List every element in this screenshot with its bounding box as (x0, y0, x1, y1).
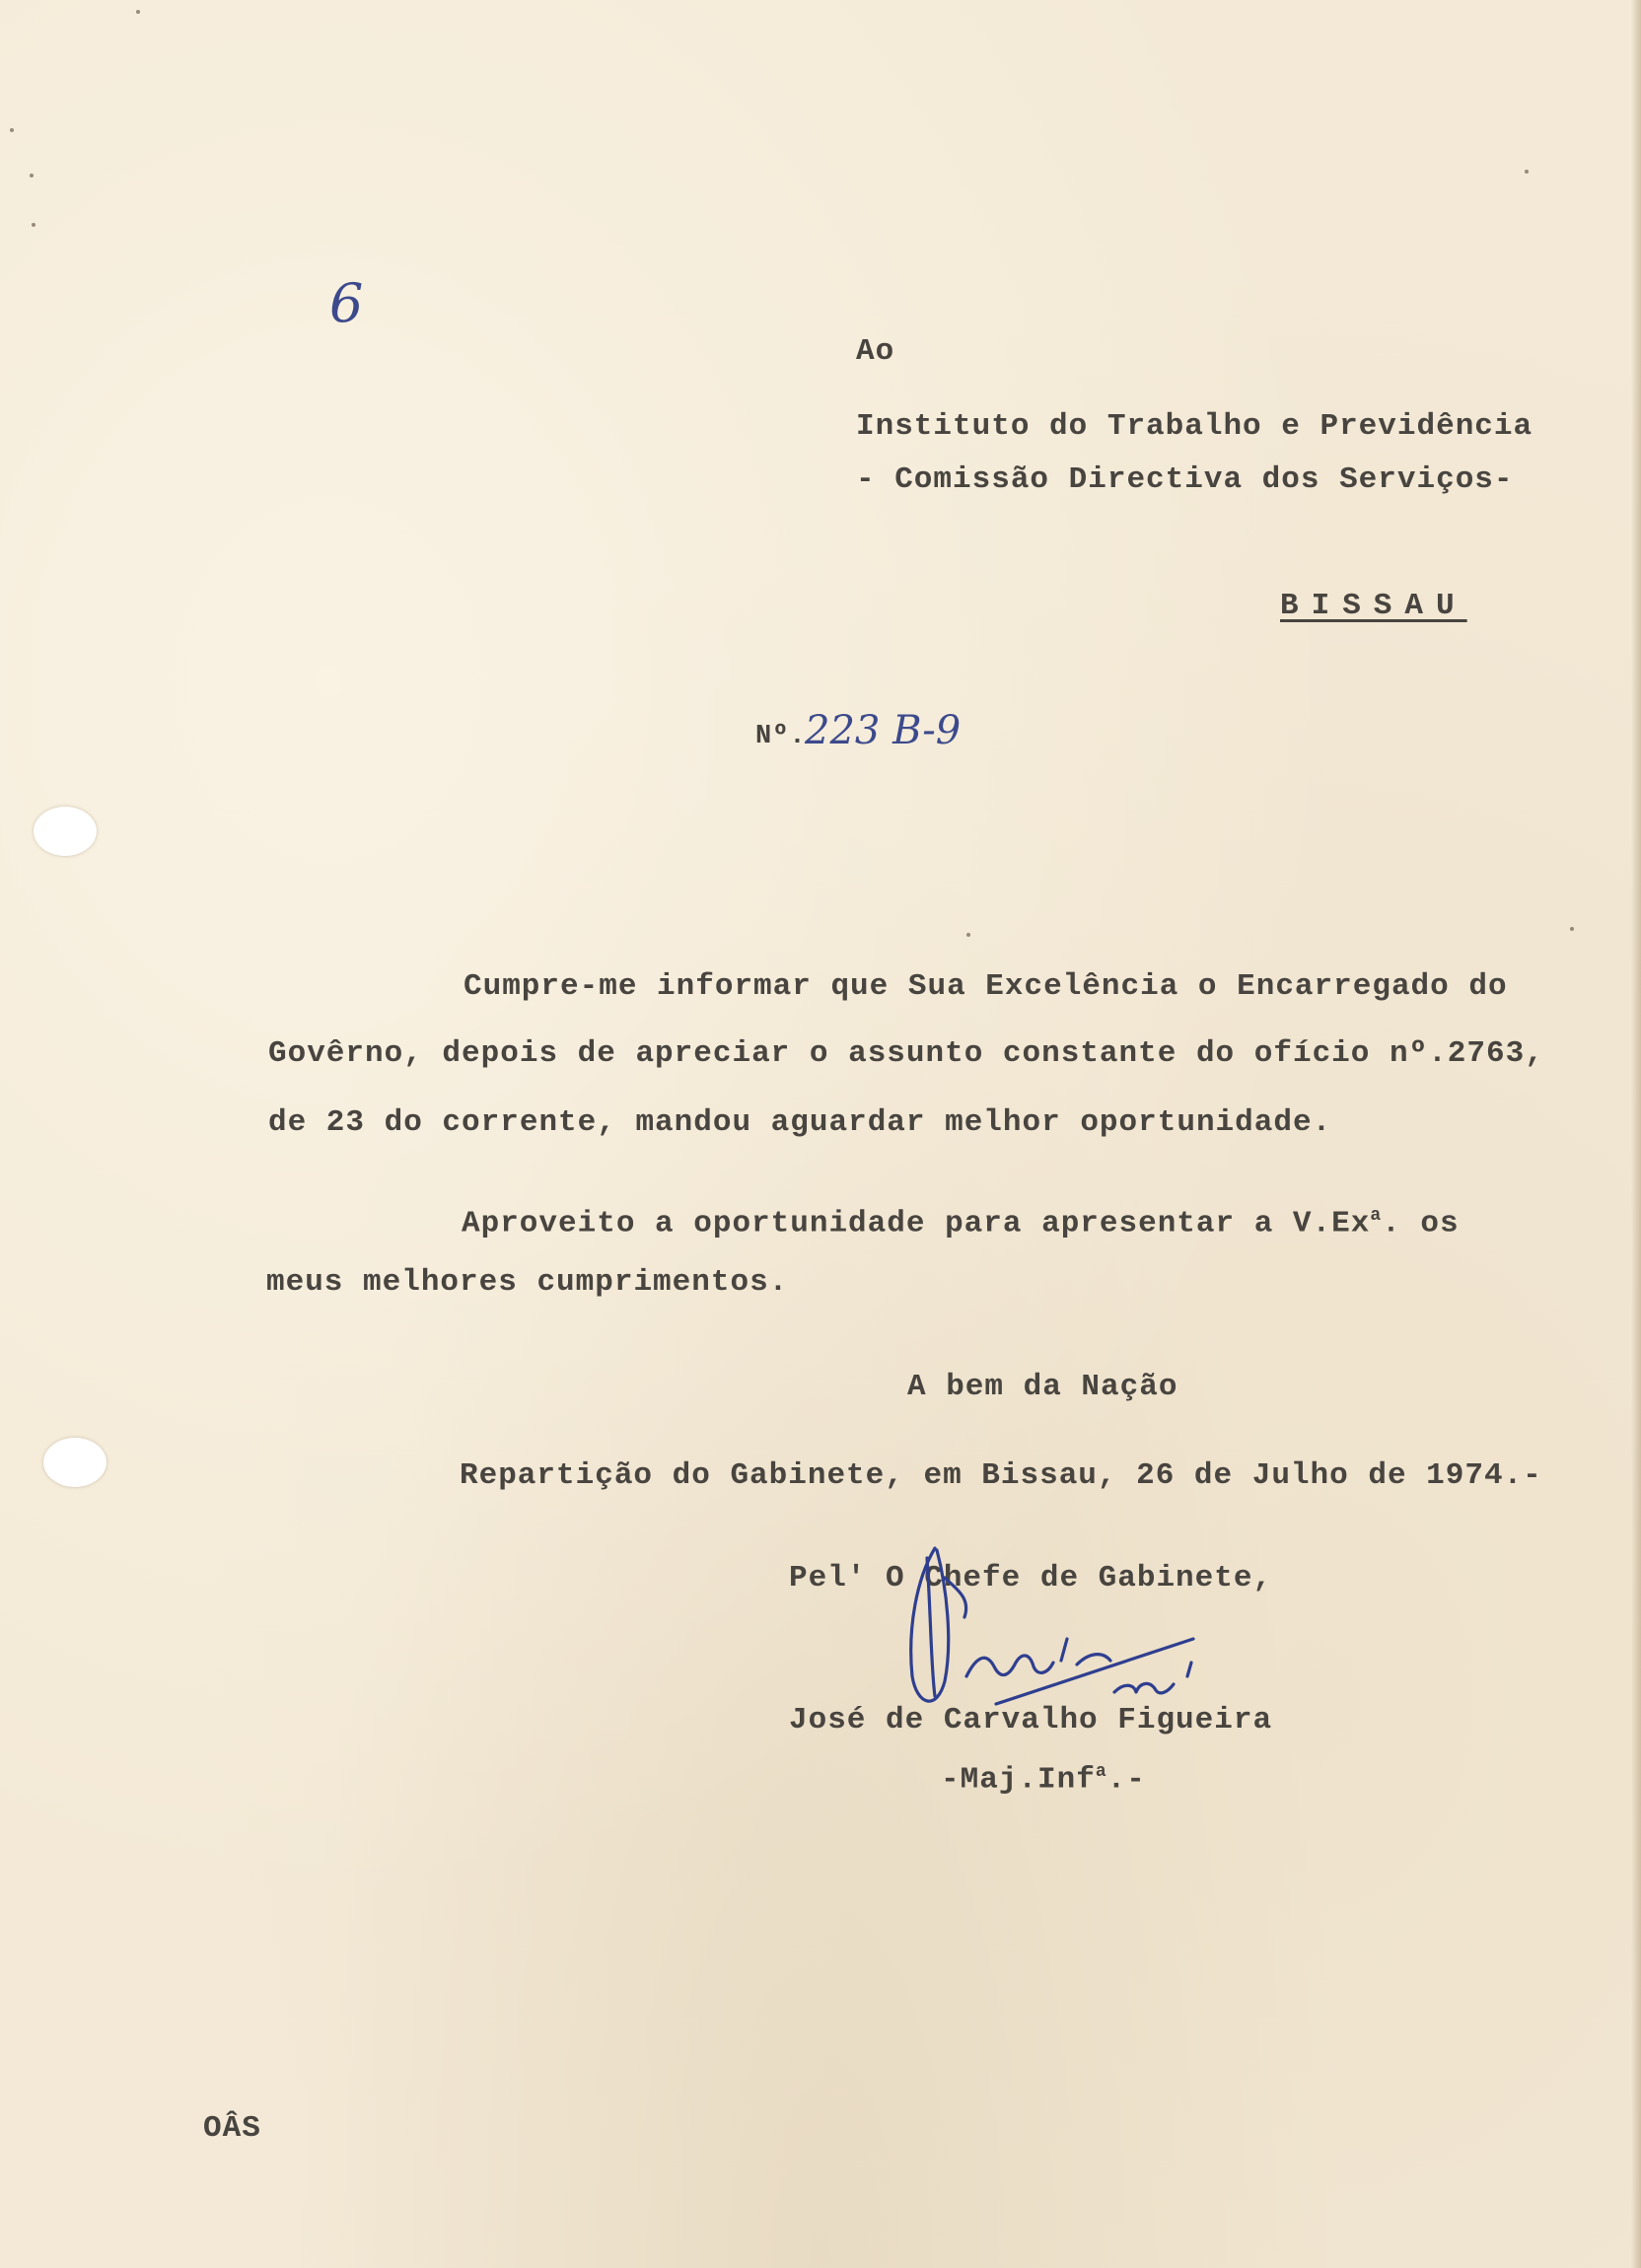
salutation: Ao (856, 334, 895, 369)
handwritten-page-number: 6 (329, 272, 364, 334)
paper-edge-shadow (1631, 0, 1641, 2268)
recipient-line-1: Instituto do Trabalho e Previdência (856, 409, 1534, 444)
paper-speck (136, 10, 140, 14)
paper-speck (1570, 927, 1574, 931)
signatory-rank-text: -Maj.Inf (941, 1762, 1096, 1798)
footer-initials: OÂS (203, 2111, 261, 2146)
body-p2-line-2: meus melhores cumprimentos. (266, 1265, 789, 1300)
recipient-city: BISSAU (1280, 589, 1467, 623)
body-p1-line-1: Cumpre-me informar que Sua Excelência o Encarregado do (464, 969, 1508, 1004)
signatory-rank-end: .- (1106, 1762, 1146, 1798)
paper-speck (966, 933, 970, 937)
reference-prefix: Nº. (755, 722, 807, 751)
handwritten-reference-number: 223 B-9 (805, 708, 962, 753)
signatory-rank (941, 1753, 1146, 1799)
punch-hole-bottom (43, 1438, 107, 1487)
place-date: Repartição do Gabinete, em Bissau, 26 de Julho de 1974.- (460, 1458, 1542, 1493)
body-p2-line-1-text: Aproveito a oportunidade para apresentar a V.Ex (462, 1206, 1371, 1241)
rank-ordinal-a: a (1095, 1762, 1107, 1782)
body-p2-line-1 (462, 1197, 1460, 1242)
recipient-line-2: - Comissão Directiva dos Serviços- (856, 462, 1514, 497)
ordinal-a: a (1370, 1206, 1383, 1226)
paper-speck (32, 223, 36, 227)
body-p1-line-2: Govêrno, depois de apreciar o assunto constante do ofício nº.2763, (268, 1036, 1544, 1071)
paper-speck (30, 174, 34, 177)
signatory-name: José de Carvalho Figueira (789, 1703, 1273, 1737)
signatory-for: Pel' O Chefe de Gabinete, (789, 1561, 1273, 1595)
body-p1-line-3: de 23 do corrente, mandou aguardar melhor oportunidade. (268, 1105, 1332, 1140)
paper-speck (10, 128, 14, 132)
paper-speck (1525, 170, 1529, 174)
closing-motto: A bem da Nação (907, 1370, 1178, 1404)
punch-hole-top (34, 807, 97, 856)
body-p2-line-1-end: . os (1382, 1206, 1460, 1241)
